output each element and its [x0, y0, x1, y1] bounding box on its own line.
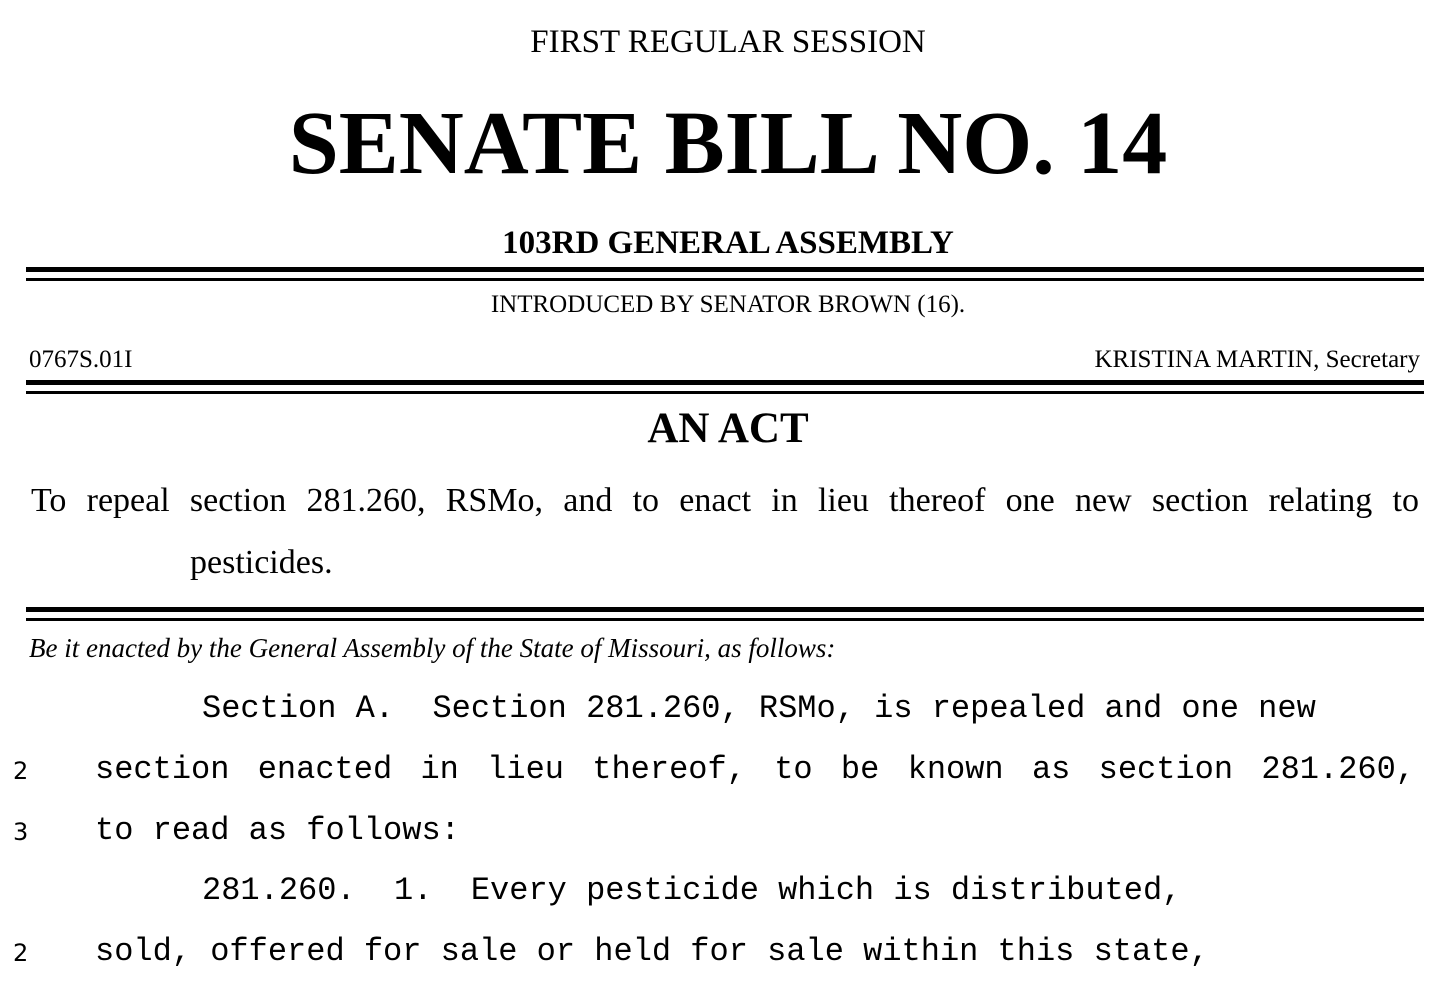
assembly-label: 103RD GENERAL ASSEMBLY	[502, 225, 954, 261]
bill-title: SENATE BILL NO. 14	[288, 94, 1168, 193]
line-number: 2	[13, 939, 29, 967]
enacting-clause: Be it enacted by the General Assembly of the State of Missouri, as follows:	[29, 633, 836, 663]
double-rule-divider	[26, 607, 1424, 621]
act-summary-line: To repeal section 281.260, RSMo, and to enact in lieu thereof one new section relating to	[31, 482, 1419, 519]
document-number: 0767S.01I	[29, 346, 133, 373]
line-number: 3	[13, 818, 29, 846]
bill-text-line: to read as follows:	[95, 812, 460, 849]
act-title: AN ACT	[647, 405, 809, 452]
introduced-by: INTRODUCED BY SENATOR BROWN (16).	[490, 291, 966, 318]
session-label: FIRST REGULAR SESSION	[530, 24, 926, 60]
secretary-label: KRISTINA MARTIN, Secretary	[1094, 346, 1420, 373]
line-number: 2	[13, 757, 29, 785]
bill-text-line: sold, offered for sale or held for sale within this state,	[95, 933, 1209, 970]
bill-text-line: Section A. Section 281.260, RSMo, is repealed and one new	[202, 690, 1316, 727]
act-summary-line: pesticides.	[190, 544, 333, 581]
bill-text-line: section enacted in lieu thereof, to be known as section 281.260,	[95, 751, 1415, 788]
double-rule-divider	[26, 380, 1424, 394]
bill-text-line: 281.260. 1. Every pesticide which is distributed,	[202, 872, 1182, 909]
double-rule-divider	[26, 267, 1424, 281]
